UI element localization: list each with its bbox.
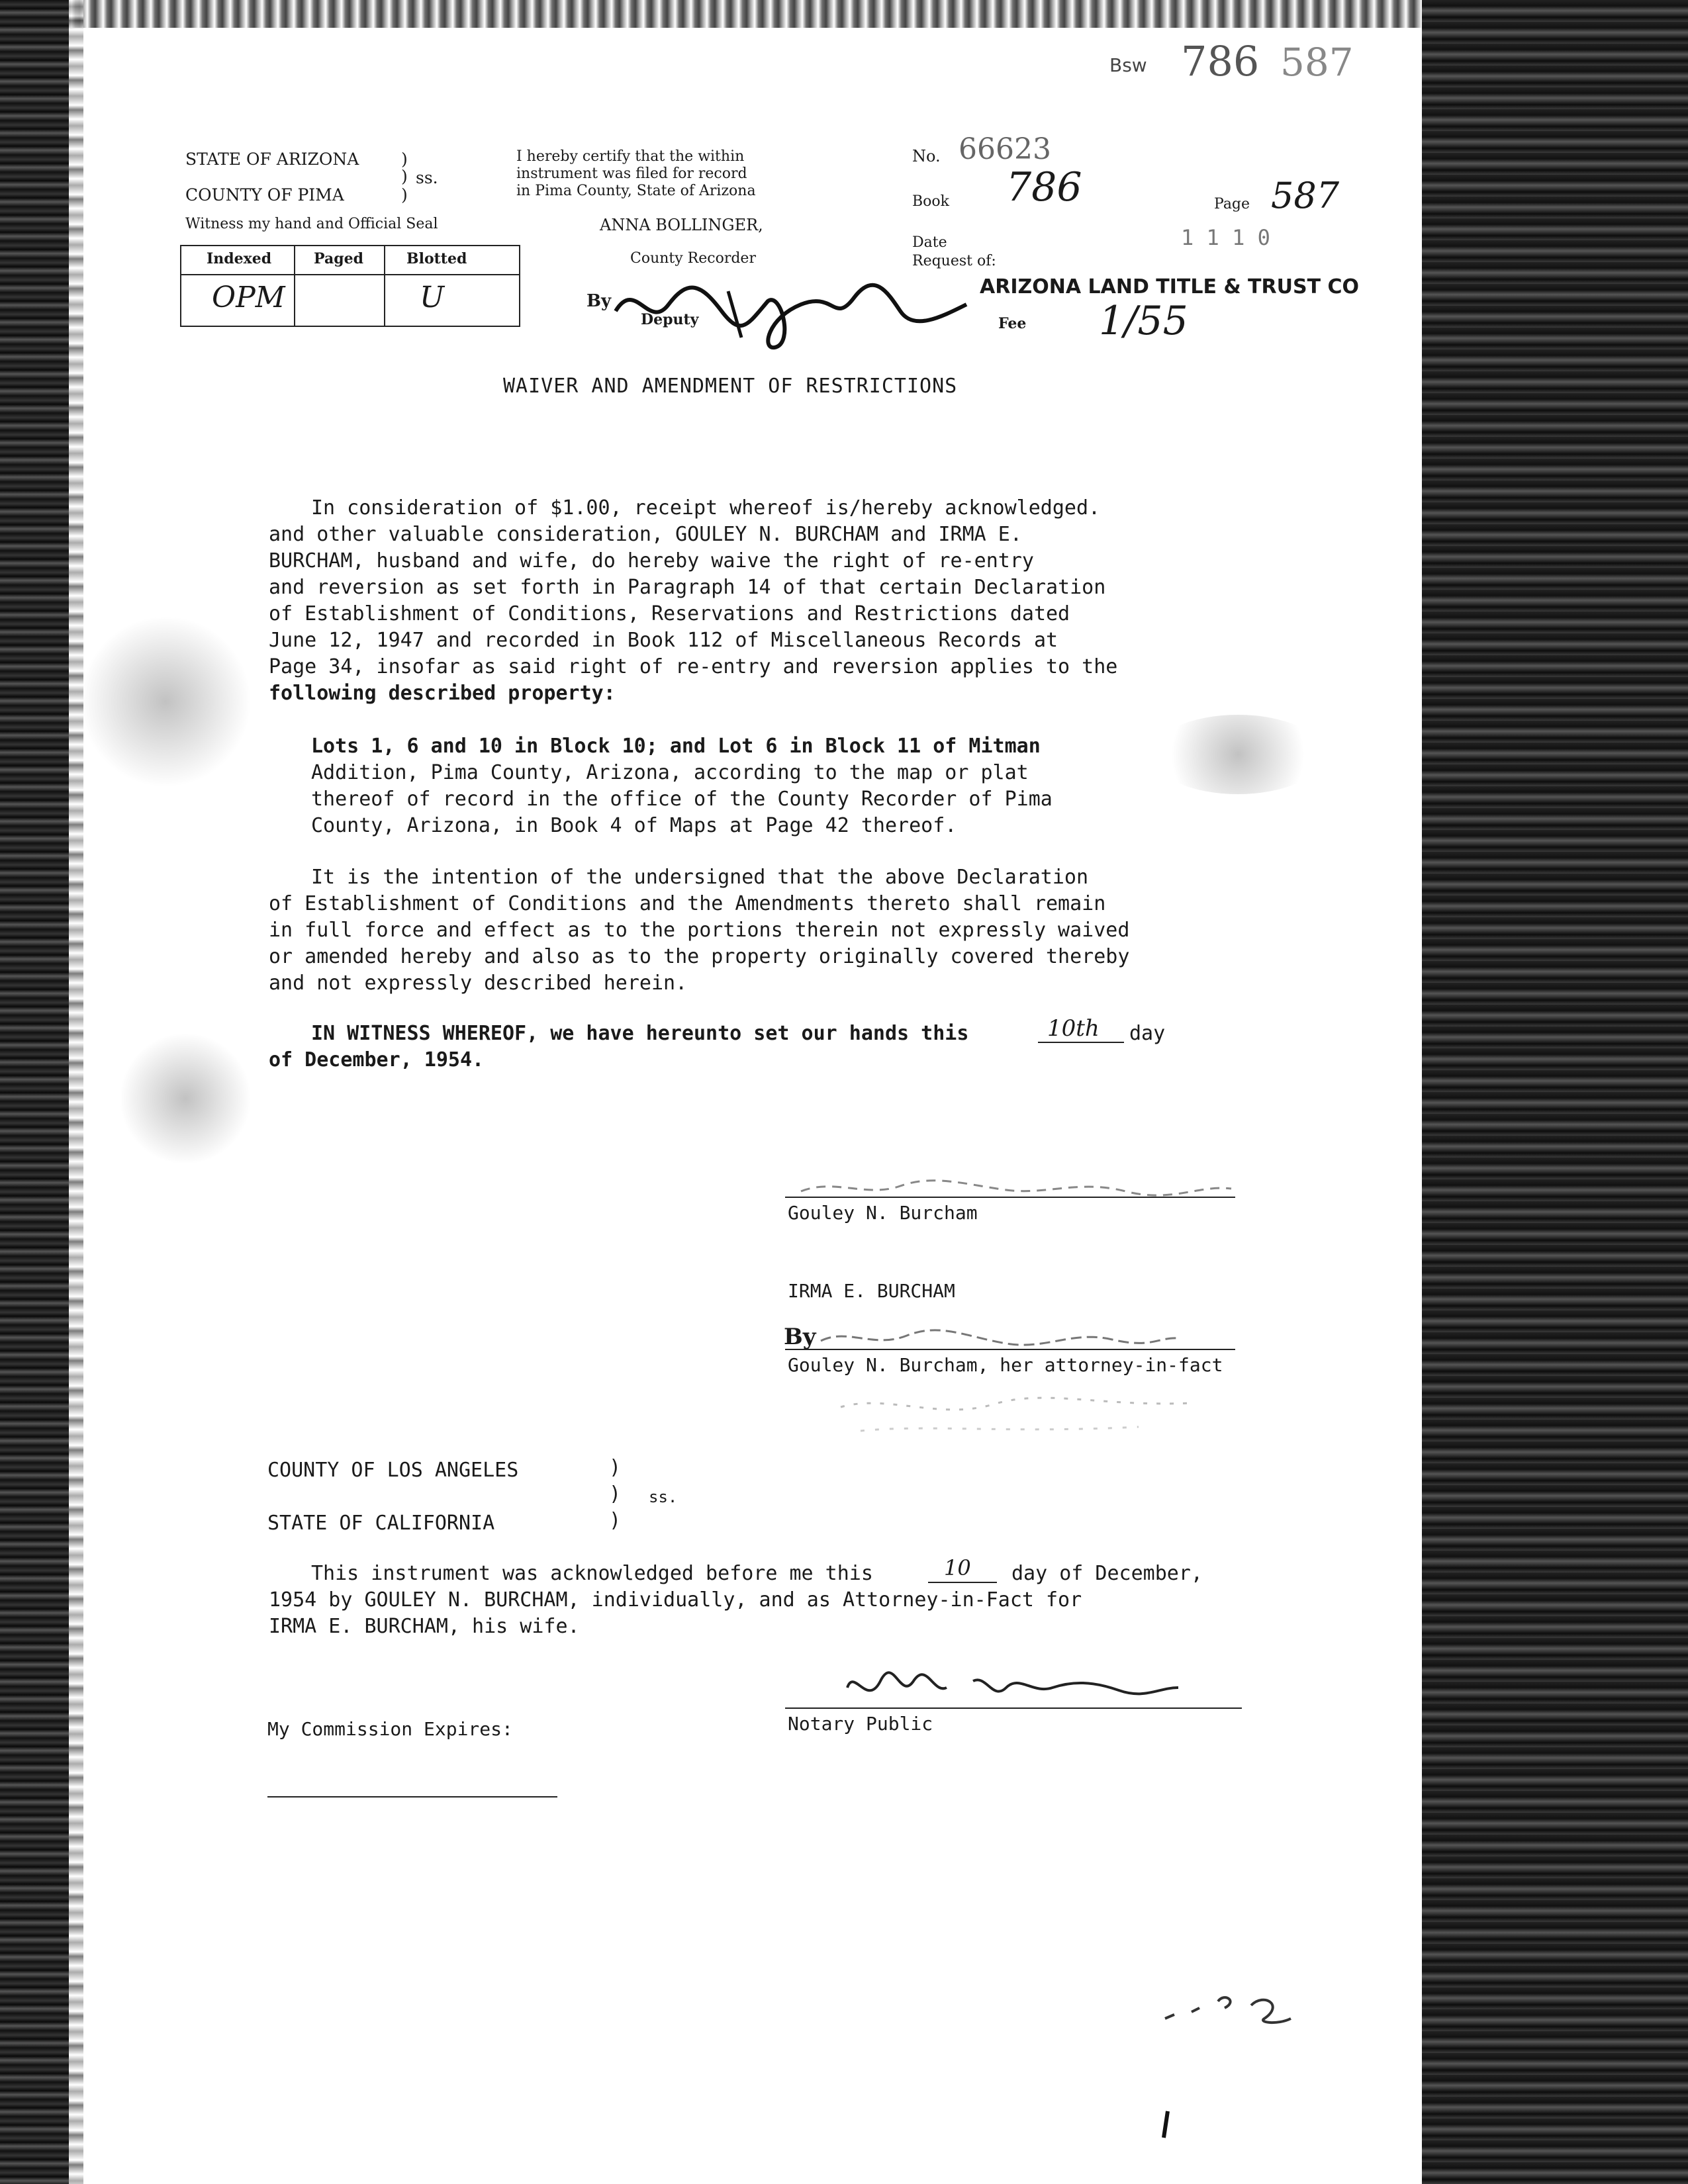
stamp-fee-value: 1/55 (1099, 298, 1188, 344)
index-value-indexed: OPM (212, 281, 285, 314)
index-header-indexed: Indexed (207, 250, 272, 267)
text-line: day of December, (1011, 1562, 1203, 1585)
text-line: It is the intention of the undersigned that the above Declaration (311, 866, 1088, 889)
stamp-book-label: Book (912, 193, 949, 210)
stamp-request-label: Request of: (912, 253, 996, 269)
venue-county: COUNTY OF LOS ANGELES (267, 1459, 519, 1482)
stamp-ss: ss. (416, 168, 438, 187)
stamp-cert-2: instrument was filed for record (516, 165, 747, 182)
text-line: of Establishment of Conditions, Reservations and Restrictions dated (269, 602, 1070, 625)
signature-by-label: By (784, 1324, 816, 1350)
stamp-no-value: 66623 (959, 132, 1051, 166)
stamp-date-value: 1 1 1 0 (1181, 225, 1270, 250)
text-line: in full force and effect as to the portions therein not expressly waived (269, 919, 1130, 942)
scan-smudge (79, 615, 252, 788)
stamp-no-label: No. (912, 147, 941, 165)
stamp-by-label: By (586, 291, 612, 311)
text-line: and reversion as set forth in Paragraph 14 of that certain Declaration (269, 576, 1106, 599)
scan-edge-left (0, 0, 69, 2184)
stamp-fee-label: Fee (998, 315, 1027, 332)
stray-pen-marks (1152, 1992, 1324, 2144)
index-header-blotted: Blotted (406, 250, 467, 267)
document-title: WAIVER AND AMENDMENT OF RESTRICTIONS (503, 375, 958, 398)
text-line: This instrument was acknowledged before me this (311, 1562, 873, 1585)
corner-docket-number: 786 (1181, 37, 1260, 85)
signature-gouley (794, 1165, 1244, 1205)
witness-day: 10th (1047, 1015, 1100, 1042)
text-line: IRMA E. BURCHAM, his wife. (269, 1615, 580, 1638)
venue-ss: ss. (649, 1488, 678, 1506)
ack-day: 10 (944, 1555, 971, 1580)
text-line: and not expressly described herein. (269, 972, 688, 995)
text-line: County, Arizona, in Book 4 of Maps at Page 42 thereof. (311, 814, 957, 837)
scan-edge-left-inner (69, 0, 83, 2184)
text-line: Addition, Pima County, Arizona, according to the map or plat (311, 761, 1029, 784)
stamp-witness: Witness my hand and Official Seal (185, 216, 438, 232)
corner-page-number: 587 (1280, 40, 1354, 85)
signature-irma (814, 1317, 1185, 1357)
signer-name-gouley: Gouley N. Burcham (788, 1202, 978, 1224)
stamp-cert-1: I hereby certify that the within (516, 148, 745, 165)
commission-expires-label: My Commission Expires: (267, 1718, 513, 1740)
stamp-recorder-title: County Recorder (630, 250, 756, 267)
index-value-blotted: U (420, 281, 445, 314)
text-line: June 12, 1947 and recorded in Book 112 of Miscellaneous Records at (269, 629, 1058, 652)
text-line: thereof of record in the office of the County Recorder of Pima (311, 788, 1053, 811)
stamp-date-label: Date (912, 234, 947, 251)
stamp-page-label: Page (1214, 196, 1250, 212)
stamp-state: STATE OF ARIZONA (185, 150, 359, 169)
text-line: IN WITNESS WHEREOF, we have hereunto set our hands this (311, 1022, 969, 1045)
text-line: of December, 1954. (269, 1048, 485, 1071)
stamp-request-value: ARIZONA LAND TITLE & TRUST CO (980, 275, 1360, 298)
notary-public-label: Notary Public (788, 1713, 933, 1735)
index-header-paged: Paged (314, 250, 363, 267)
faded-signature-trace (834, 1387, 1205, 1440)
scan-smudge (1152, 715, 1324, 794)
text-line: In consideration of $1.00, receipt whereof is/hereby acknowledged. (311, 496, 1101, 520)
scan-smudge (119, 1032, 252, 1165)
stamp-deputy-label: Deputy (641, 311, 699, 328)
index-table (180, 245, 520, 327)
text-line: day (1129, 1022, 1166, 1045)
deputy-signature (609, 265, 980, 357)
stamp-page-value: 587 (1271, 175, 1340, 216)
notary-signature (841, 1661, 1185, 1714)
text-line: BURCHAM, husband and wife, do hereby waive the right of re-entry (269, 549, 1034, 572)
corner-prefix: Bsw (1109, 54, 1147, 76)
stamp-cert-3: in Pima County, State of Arizona (516, 183, 756, 199)
text-line: 1954 by GOULEY N. BURCHAM, individually, and as Attorney-in-Fact for (269, 1588, 1082, 1612)
scan-edge-right (1422, 0, 1688, 2184)
text-line: following described property: (269, 682, 616, 705)
text-line: Lots 1, 6 and 10 in Block 10; and Lot 6 in Block 11 of Mitman (311, 735, 1041, 758)
stamp-book-value: 786 (1006, 164, 1082, 210)
text-line: of Establishment of Conditions and the Amendments thereto shall remain (269, 892, 1106, 915)
stamp-recorder-name: ANNA BOLLINGER, (600, 216, 763, 234)
text-line: or amended hereby and also as to the property originally covered thereby (269, 945, 1130, 968)
venue-state: STATE OF CALIFORNIA (267, 1512, 495, 1535)
text-line: and other valuable consideration, GOULEY N. BURCHAM and IRMA E. (269, 523, 1022, 546)
signer-caption-attorney: Gouley N. Burcham, her attorney-in-fact (788, 1354, 1223, 1376)
signer-header-irma: IRMA E. BURCHAM (788, 1280, 955, 1302)
stamp-county: COUNTY OF PIMA (185, 185, 344, 205)
text-line: Page 34, insofar as said right of re-entry and reversion applies to the (269, 655, 1118, 678)
